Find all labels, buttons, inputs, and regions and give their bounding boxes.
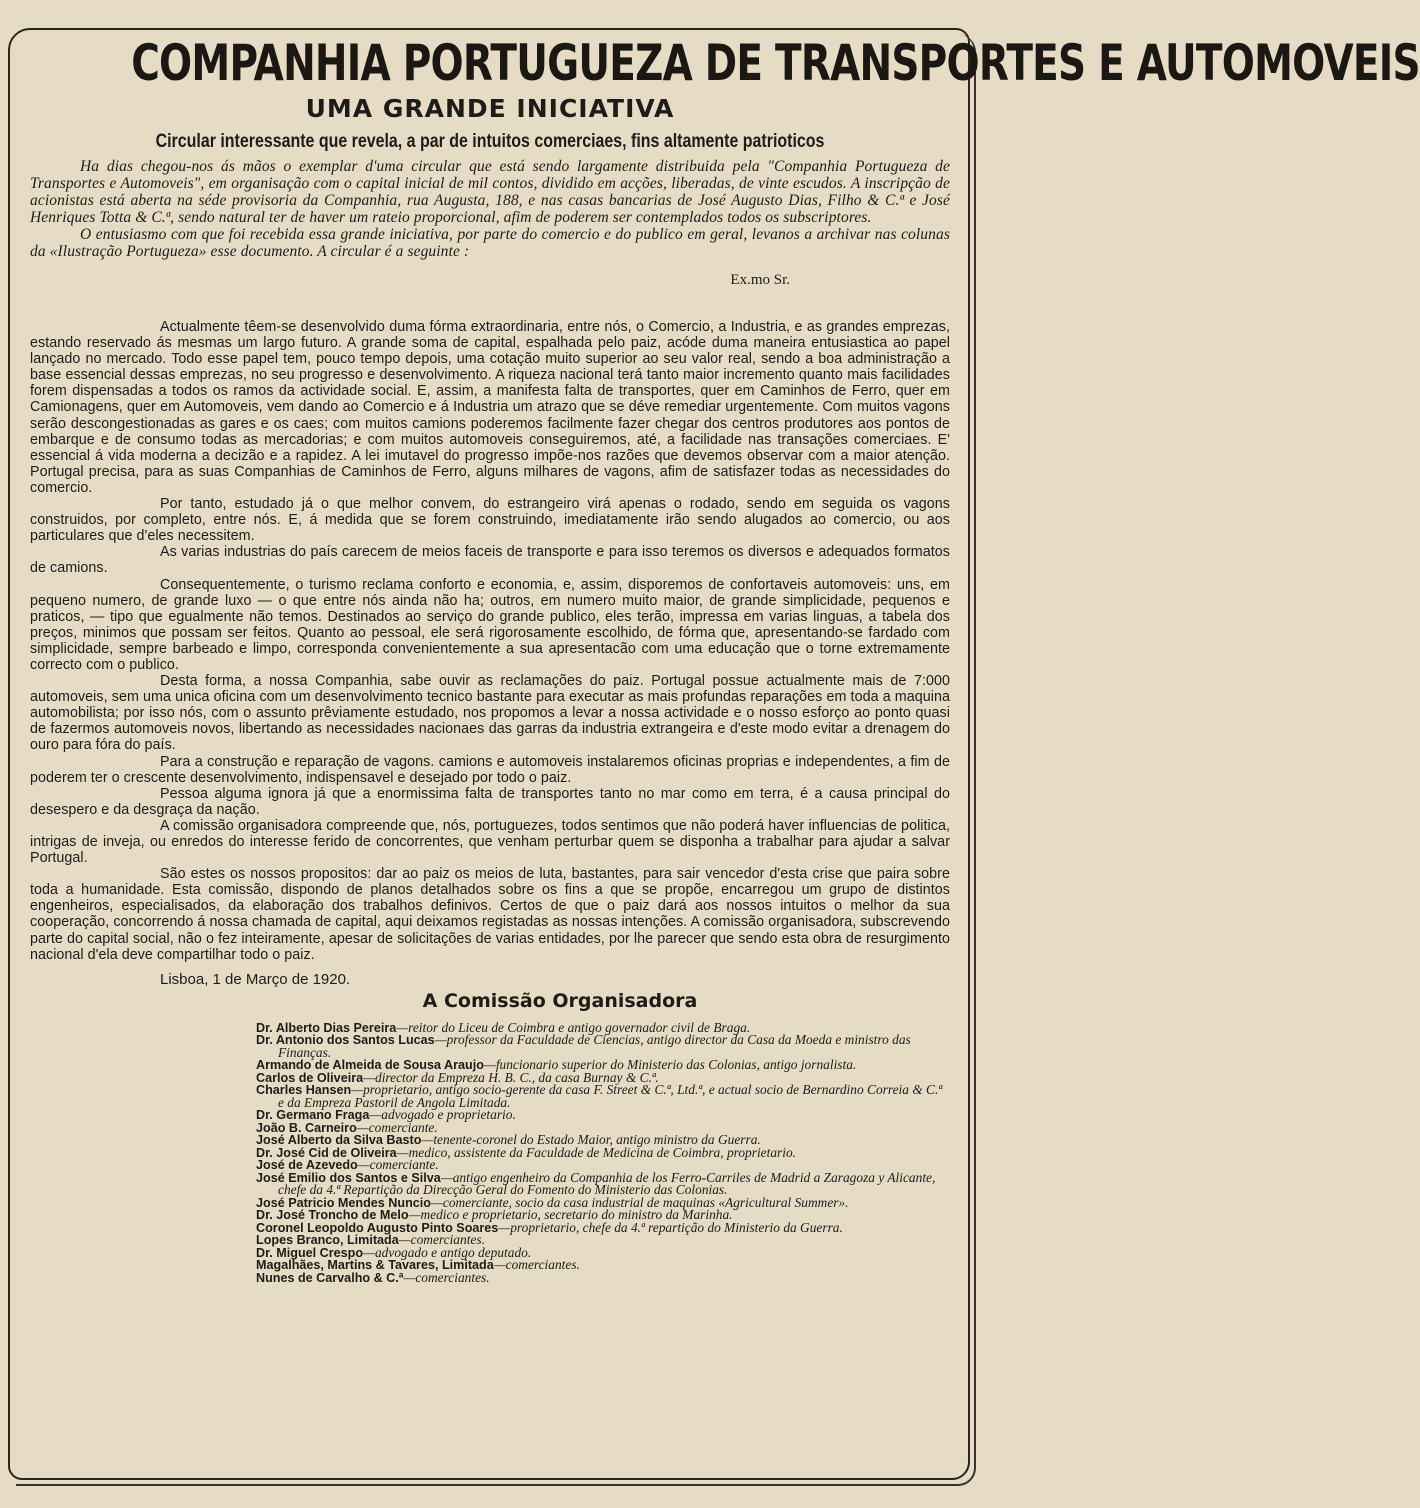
letter-paragraph: A comissão organisadora compreende que, nós, portuguezes, todos sentimos que não poderá haver influencias de politica, intrigas de inveja, ou enredos do interesse ferido de concorrentes, que venham perturbar quem se disponha a trabalhar para ajudar a salvar Portugal. — [30, 817, 950, 867]
member-name: Charles Hansen — [256, 1083, 352, 1098]
member-description: —comerciantes. — [398, 1232, 485, 1248]
letter-paragraph: Pessoa alguma ignora já que a enormissima falta de transportes tanto no mar como em terra, é a causa principal do desespero e da desgraça da nação. — [30, 785, 950, 818]
letter-paragraph: Para a construção e reparação de vagons. camions e automoveis instalaremos oficinas proprias e independentes, a fim de poderem ter o crescente desenvolvimento, indispensavel e desejado por todo o paiz. — [30, 753, 950, 786]
member-description: —proprietario, chefe da 4.ª repartição do Ministerio da Guerra. — [498, 1219, 843, 1235]
subtitle: UMA GRANDE INICIATIVA — [305, 94, 675, 123]
member-name: Dr. Alberto Dias Pereira — [256, 1020, 397, 1035]
member-name: José de Azevedo — [256, 1158, 358, 1173]
member-description: —tenente-coronel do Estado Maior, antigo ministro da Guerra. — [421, 1132, 761, 1148]
letter-paragraph: As varias industrias do país carecem de meios faceis de transporte e para isso teremos os diversos e adequados formatos de camions. — [30, 544, 950, 577]
member-name: Magalhães, Martins & Tavares, Limitada — [256, 1258, 494, 1273]
member-name: José Patricio Mendes Nuncio — [256, 1195, 431, 1210]
tagline: Circular interessante que revela, a par de intuitos comerciaes, fins altamente patrioticos — [155, 131, 825, 152]
member-name: Carlos de Oliveira — [256, 1070, 364, 1085]
member-name: Dr. Miguel Crespo — [256, 1245, 364, 1260]
member-description: —antigo engenheiro da Companhia de los Ferro-Carriles de Madrid a Zaragoza y Alicante, chefe da 4.ª Repartição da Direcção Geral do Fomento do Ministerio das Colonias. — [278, 1169, 936, 1198]
letter-paragraph: Actualmente têem-se desenvolvido duma fórma extraordinaria, entre nós, o Comercio, a Industria, e as grandes emprezas, estando reservado ás mesmas um largo futuro. A grande soma de capital, espalhada pelo paiz, acóde duma maneira entusiastica ao papel lançado no mercado. Todo esse papel tem, pouco tempo depois, uma cotação muito superior ao seu valor real, sendo a boa administração a base essencial dessas emprezas, no seu progresso e desenvolvimento. A riqueza nacional terá tanto maior incremento quanto mais facilidades forem dispensadas a todos os ramos da actividade social. E, assim, a manifesta falta de transportes, quer em Caminhos de Ferro, quer em Camionagens, quer em Automoveis, vem dando ao Comercio e á Industria um atrazo que se déve remediar urgentemente. Com muitos vagons serão descongestionadas as gares e os caes; com muitos camions poderemos facilmente fazer chegar dos centros produtores aos pontos de embarque e de consumo todas as mercadorias; e com muitos automoveis conseguiremos, até, a facilidade nas transações comerciaes. E' essencial á vida moderna a decizão e a rapidez. A lei imutavel do progresso impõe-nos razões que devemos observar com a maior atenção. Portugal precisa, para as suas Companhias de Caminhos de Ferro, alguns milhares de vagons, afim de satisfazer todas as necessidades do comercio. — [30, 319, 950, 496]
member-name: José Alberto da Silva Basto — [256, 1133, 422, 1148]
intro-paragraph: O entusiasmo com que foi recebida essa grande iniciativa, por parte do comercio e do publico em geral, levanos a archivar nas colunas da «Ilustração Portugueza» esse documento. A circular é a seguinte : — [30, 226, 950, 260]
article — [30, 34, 1420, 1285]
committee-member — [256, 1169, 948, 1198]
member-name: Lopes Branco, Limitada — [256, 1233, 399, 1248]
member-description: —advogado e proprietario. — [369, 1107, 516, 1123]
committee-members — [256, 1019, 948, 1285]
member-name: Coronel Leopoldo Augusto Pinto Soares — [256, 1220, 499, 1235]
member-description: —medico, assistente da Faculdade de Medicina de Coimbra, proprietario. — [396, 1144, 797, 1160]
member-name: Armando de Almeida de Sousa Araujo — [256, 1058, 484, 1073]
letter-body — [30, 319, 950, 963]
member-description: —comerciante, socio da casa industrial de maquinas «Agricultural Summer». — [430, 1194, 849, 1210]
member-description: —comerciantes. — [493, 1257, 580, 1273]
member-description: —funcionario superior do Ministerio das Colonias, antigo jornalista. — [483, 1057, 857, 1073]
member-description: —reitor do Liceu de Coimbra e antigo governador civil de Braga. — [396, 1019, 751, 1035]
member-description: —comerciante. — [357, 1157, 439, 1173]
member-description: —medico e proprietario, secretario do ministro da Marinha. — [408, 1207, 733, 1223]
main-title: COMPANHIA PORTUGUEZA DE TRANSPORTES E AUTOMOVEIS — [131, 34, 1420, 92]
intro-paragraph: Ha dias chegou-nos ás mãos o exemplar d'uma circular que está sendo largamente distribuida pela "Companhia Portugueza de Transportes e Automoveis", em organisação com o capital inicial de mil contos, dividido em acções, liberadas, de vinte escudos. A inscripção de acionistas está aberta na séde provisoria da Companhia, rua Augusta, 188, e nas casas bancarias de José Augusto Dias, Filho & C.ª e José Henriques Totta & C.ª, sendo natural ter de haver um rateio proporcional, afim de poderem ser contemplados todos os subscriptores. — [30, 158, 950, 226]
member-description: —advogado e antigo deputado. — [363, 1244, 532, 1260]
letter-paragraph: São estes os nossos propositos: dar ao paiz os meios de luta, bastantes, para sair vencedor d'esta crise que paira sobre toda a humanidade. Esta comissão, dispondo de planos detalhados sobre os fins a que se propõe, encarregou um grupo de distintos engenheiros, especialisados, da elaboração dos trabalhos definivos. Certos de que o paiz dará aos nossos intuitos o melhor da sua cooperação, concorrendo á nossa chamada de capital, aqui deixamos registadas as nossas intenções. A comissão organisadora, subscrevendo parte do capital social, não o fez inteiramente, apesar de solicitações de varias entidades, por lhe parecer que sendo esta obra de resurgimento nacional d'ela deve compartilhar todo o paiz. — [30, 866, 950, 963]
committee-title: A Comissão Organisadora — [422, 989, 698, 1012]
member-name: João B. Carneiro — [256, 1120, 357, 1135]
letter-paragraph: Consequentemente, o turismo reclama conforto e economia, e, assim, disporemos de confortaveis automoveis: uns, em pequeno numero, de grande luxo — o que entre nós ainda não ha; outros, em numero muito maior, de grande simplicidade, pequenos e praticos, — tipo que egualmente não temos. Destinados ao serviço do grande publico, eles terão, impressa em varias linguas, a tabela dos preços, minimos que possam ser feitos. Quanto ao pessoal, ele será rigorosamente escolhido, de fórma que, apresentando-se fardado com simplicidade, sempre barbeado e limpo, corresponda convenientemente a sua apresentacão com uma educação que o torne extremamente correcto com o publico. — [30, 576, 950, 673]
committee-member — [256, 1034, 948, 1059]
member-name: Nunes de Carvalho & C.ª — [256, 1270, 404, 1285]
member-description: —professor da Faculdade de Ciencias, antigo director da Casa da Moeda e ministro das Finanças. — [278, 1032, 911, 1060]
member-name: Dr. José Troncho de Melo — [256, 1208, 409, 1223]
letter-paragraph: Por tanto, estudado já o que melhor convem, do estrangeiro virá apenas o rodado, sendo em seguida os vagons construidos, por completo, entre nós. E, á medida que se forem construindo, imediatamente irão sendo alugados ao comercio, ou aos particulares que d'eles necessitem. — [30, 496, 950, 545]
member-name: Dr. Germano Fraga — [256, 1108, 370, 1123]
member-description: —proprietario, antigo socio-gerente da casa F. Street & C.ª, Ltd.ª, e actual socio de Bernardino Correia & C.ª e da Empreza Pastoril de Angola Limitada. — [278, 1082, 943, 1110]
member-name: Dr. José Cid de Oliveira — [256, 1145, 397, 1160]
member-name: José Emilio dos Santos e Silva — [256, 1170, 441, 1185]
member-name: Dr. Antonio dos Santos Lucas — [256, 1033, 435, 1048]
letter-date: Lisboa, 1 de Março de 1920. — [160, 970, 351, 988]
salutation: Ex.mo Sr. — [730, 272, 790, 288]
committee-member — [256, 1269, 948, 1285]
member-description: —comerciantes. — [403, 1269, 490, 1285]
letter-paragraph: Desta forma, a nossa Companhia, sabe ouvir as reclamações do paiz. Portugal possue actualmente mais de 7:000 automoveis, sem uma unica oficina com um desenvolvimento tecnico bastante para executar as mais profundas reparações em toda a maquina automobilista; por isso nós, com o assunto prêviamente estudado, nos propomos a levar a nossa actividade e o nosso esforço ao ponto quasi de fazermos automoveis novos, libertando as necessidades nacionaes das garras da industria extrangeira e d'este modo evitar a drenagem do ouro para fóra do país. — [30, 673, 950, 754]
member-description: —comerciante. — [356, 1119, 438, 1135]
member-description: —director da Empreza H. B. C., da casa Burnay & C.ª. — [363, 1069, 659, 1085]
committee-member — [256, 1084, 948, 1109]
